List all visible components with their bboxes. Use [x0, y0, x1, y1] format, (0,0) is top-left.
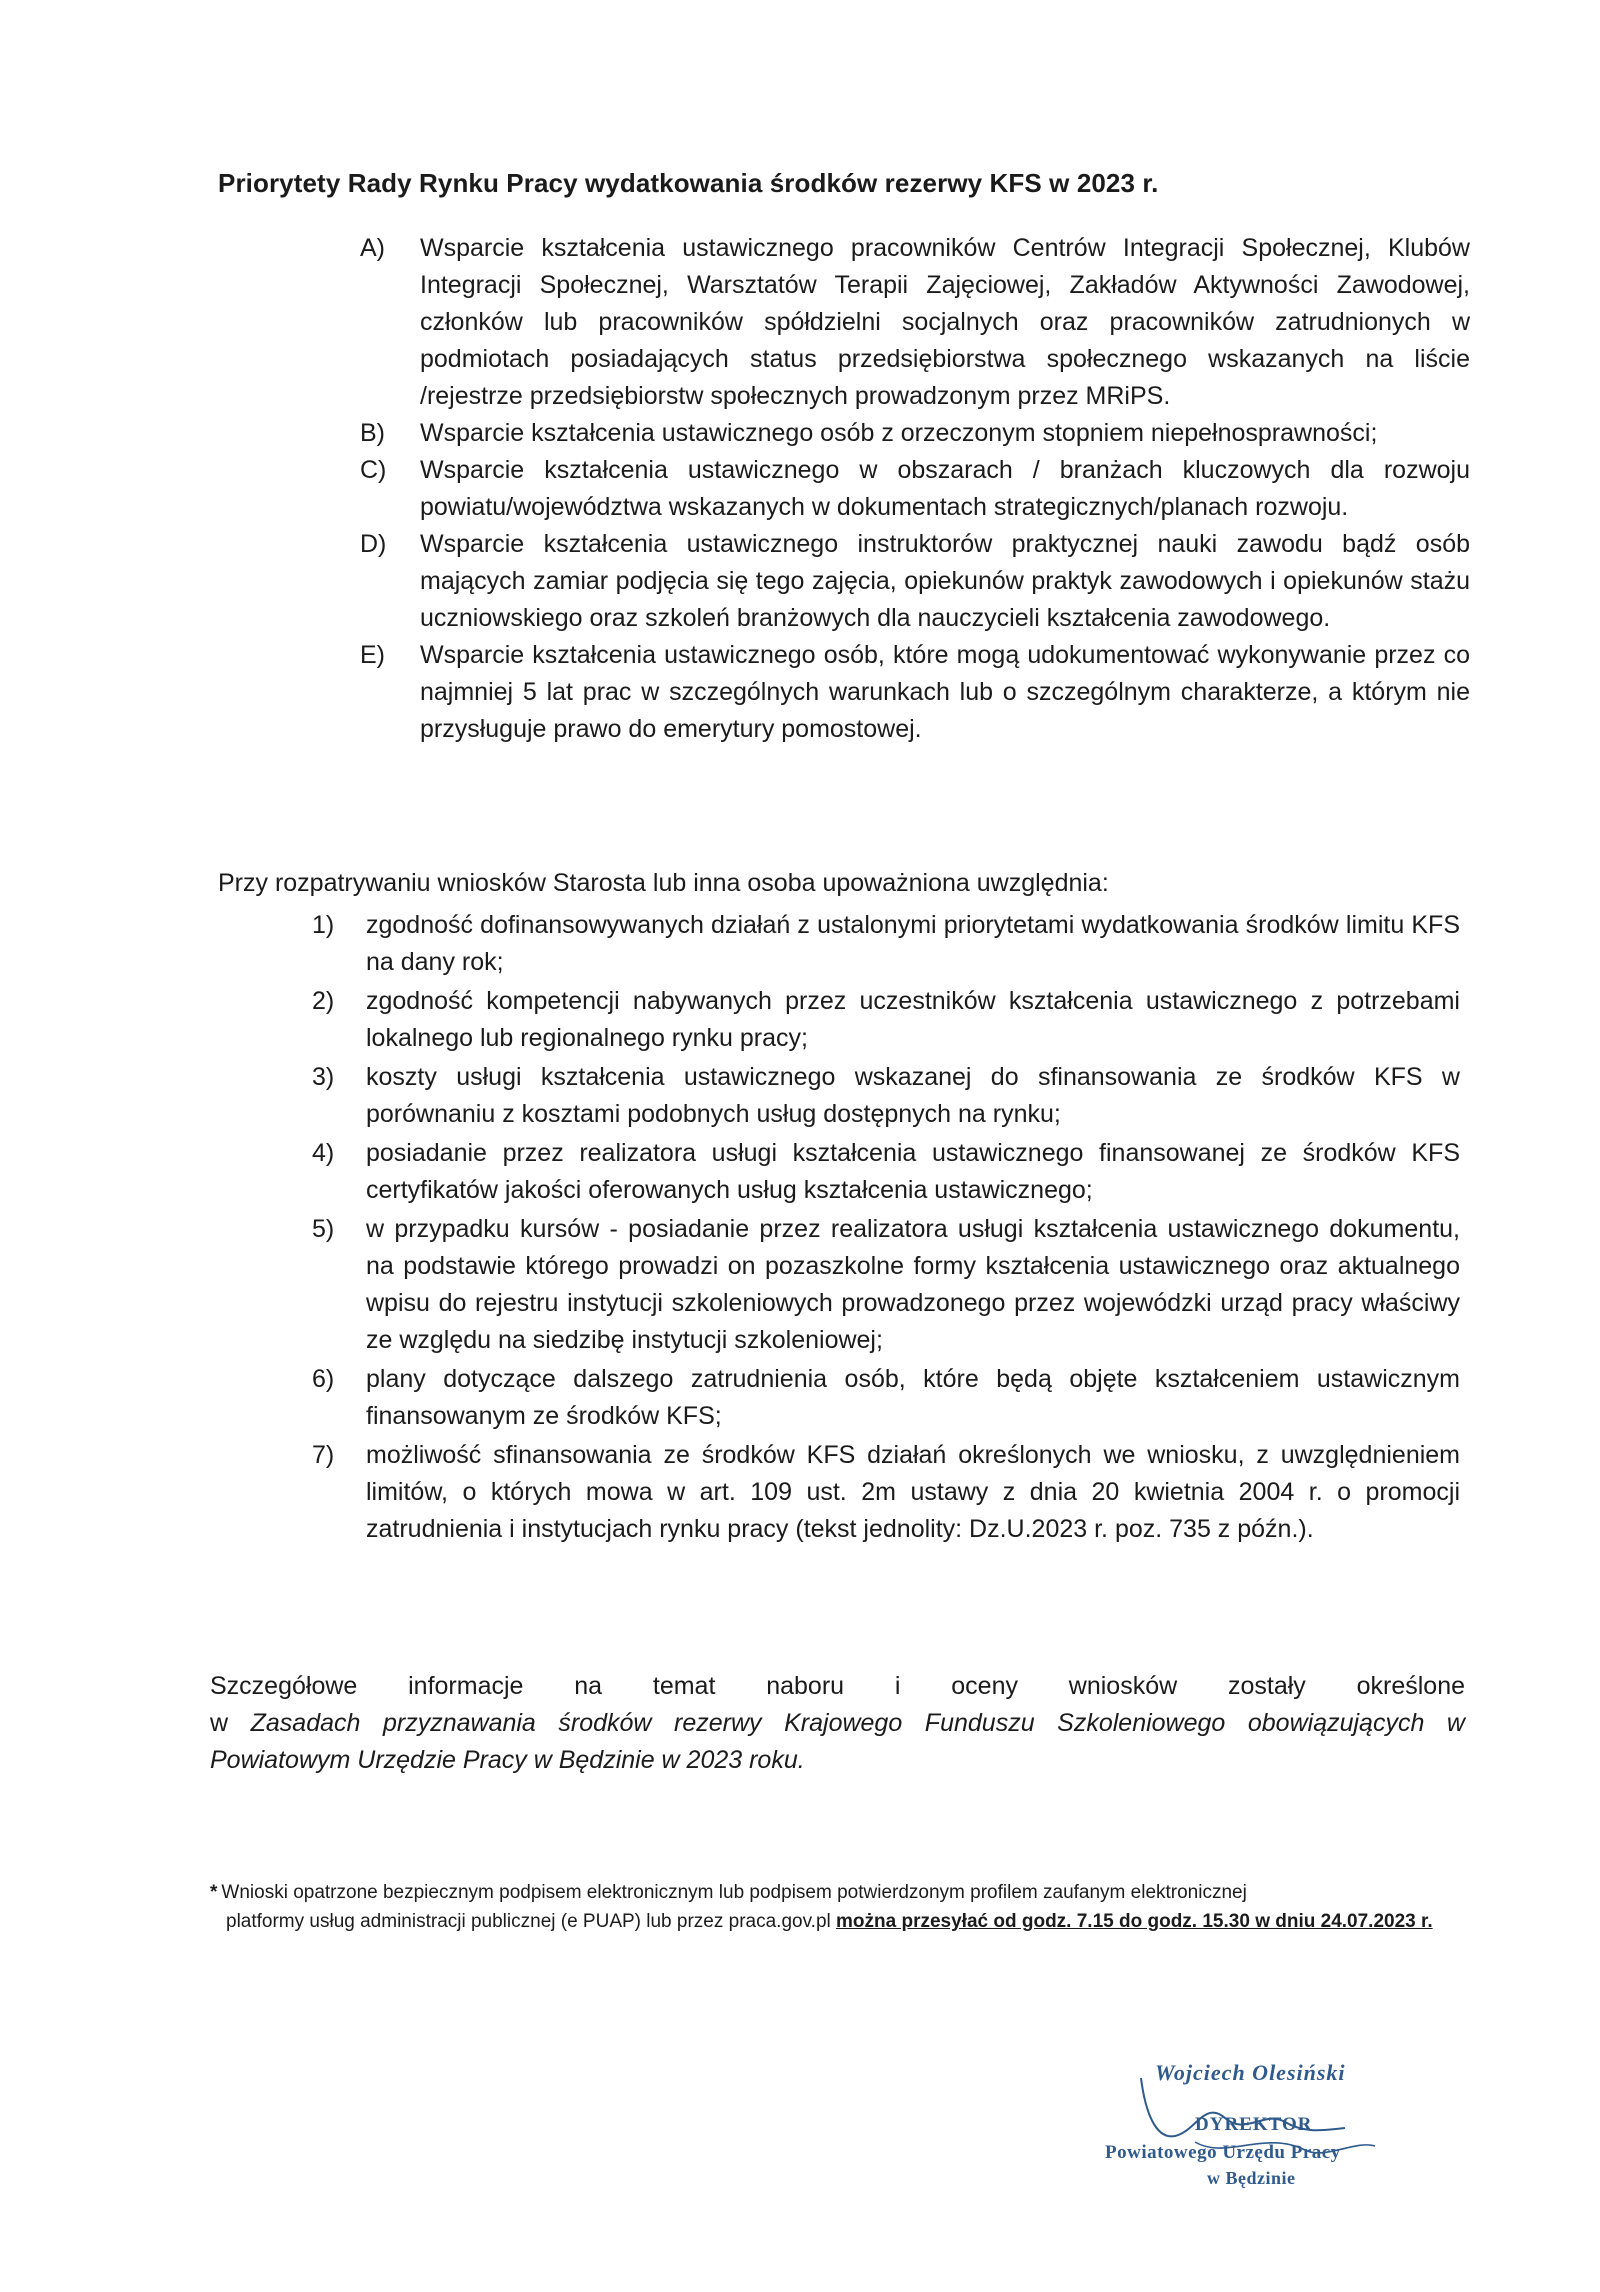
criteria-text: możliwość sfinansowania ze środków KFS działań określonych we wniosku, z uwzględnieniem limitów, o których mowa w art. 109 ust. 2m ustawy z dnia 20 kwietnia 2004 r. o promocji zatrudnienia i instytucjach rynku pracy (tekst jednolity: Dz.U.2023 r. poz. 735 z późn.).	[366, 1441, 1460, 1543]
priority-text: Wsparcie kształcenia ustawicznego pracowników Centrów Integracji Społecznej, Klubów Integracji Społecznej, Warsztatów Terapii Zajęciowej, Zakładów Aktywności Zawodowej, członków lub pracowników spółdzielni socjalnych oraz pracowników zatrudnionych w podmiotach posiadających status przedsiębiorstwa społecznego wskazanych na liście /rejestrze przedsiębiorstw społecznych prowadzonym przez MRiPS.	[420, 234, 1470, 410]
priority-item-d	[360, 526, 1470, 637]
criteria-item-2	[312, 983, 1460, 1057]
priorities-list	[360, 230, 1470, 748]
priority-marker: E)	[360, 641, 385, 669]
details-lead: Szczegółowe informacje na temat naboru i oceny wniosków zostały określone	[210, 1672, 1465, 1700]
footnote-line2-text: platformy usług administracji publicznej (e PUAP) lub przez praca.gov.pl	[226, 1911, 831, 1932]
criteria-item-5	[312, 1211, 1460, 1359]
footnote-star: *	[210, 1882, 218, 1903]
criteria-text: koszty usługi kształcenia ustawicznego wskazanej do sfinansowania ze środków KFS w porównaniu z kosztami podobnych usług dostępnych na rynku;	[366, 1063, 1460, 1128]
criteria-text: plany dotyczące dalszego zatrudnienia osób, które będą objęte kształceniem ustawicznym finansowanym ze środków KFS;	[366, 1365, 1460, 1430]
criteria-list	[312, 907, 1460, 1548]
details-prefix: w	[210, 1709, 229, 1737]
footnote	[210, 1878, 1465, 1936]
footnote-line-2	[210, 1907, 1465, 1936]
priority-item-b	[360, 415, 1470, 452]
details-paragraph	[210, 1668, 1465, 1779]
criteria-item-7	[312, 1437, 1460, 1548]
criteria-marker: 6)	[312, 1365, 335, 1393]
priority-text: Wsparcie kształcenia ustawicznego instruktorów praktycznej nauki zawodu bądź osób mających zamiar podjęcia się tego zajęcia, opiekunów praktyk zawodowych i opiekunów stażu uczniowskiego oraz szkoleń branżowych dla nauczycieli kształcenia zawodowego.	[420, 530, 1470, 632]
footnote-submission-time: można przesyłać od godz. 7.15 do godz. 15.30 w dniu 24.07.2023 r.	[836, 1911, 1433, 1932]
priority-item-c	[360, 452, 1470, 526]
priority-marker: D)	[360, 530, 387, 558]
footnote-line1-text: Wnioski opatrzone bezpiecznym podpisem elektronicznym lub podpisem potwierdzonym profilem zaufanym elektronicznej	[221, 1882, 1247, 1903]
priorities-list-container	[360, 230, 1470, 748]
criteria-list-container	[312, 907, 1460, 1550]
priority-marker: B)	[360, 419, 385, 447]
criteria-marker: 1)	[312, 911, 335, 939]
criteria-marker: 7)	[312, 1441, 335, 1469]
director-role: DYREKTOR	[1195, 2114, 1313, 2135]
criteria-item-1	[312, 907, 1460, 981]
footnote-line-1	[210, 1878, 1465, 1907]
priority-text: Wsparcie kształcenia ustawicznego w obszarach / branżach kluczowych dla rozwoju powiatu/województwa wskazanych w dokumentach strategicznych/planach rozwoju.	[420, 456, 1470, 521]
director-office: Powiatowego Urzędu Pracy	[1105, 2142, 1341, 2163]
details-italic: Zasadach przyznawania środków rezerwy Krajowego Funduszu Szkoleniowego obowiązujących w Powiatowym Urzędzie Pracy w Będzinie w 2023 roku.	[210, 1709, 1465, 1774]
criteria-item-4	[312, 1135, 1460, 1209]
document-title: Priorytety Rady Rynku Pracy wydatkowania środków rezerwy KFS w 2023 r.	[218, 168, 1159, 198]
criteria-intro: Przy rozpatrywaniu wniosków Starosta lub inna osoba upoważniona uwzględnia:	[218, 869, 1109, 897]
director-stamp	[1095, 2060, 1425, 2200]
criteria-text: zgodność dofinansowywanych działań z ustalonymi priorytetami wydatkowania środków limitu KFS na dany rok;	[366, 911, 1460, 976]
priority-text: Wsparcie kształcenia ustawicznego osób z orzeczonym stopniem niepełnosprawności;	[420, 419, 1378, 447]
criteria-text: posiadanie przez realizatora usługi kształcenia ustawicznego finansowanej ze środków KFS certyfikatów jakości oferowanych usług kształcenia ustawicznego;	[366, 1139, 1460, 1204]
director-city: w Będzinie	[1207, 2168, 1296, 2188]
criteria-marker: 4)	[312, 1139, 335, 1167]
criteria-marker: 3)	[312, 1063, 335, 1091]
criteria-text: zgodność kompetencji nabywanych przez uczestników kształcenia ustawicznego z potrzebami lokalnego lub regionalnego rynku pracy;	[366, 987, 1460, 1052]
director-name: Wojciech Olesiński	[1155, 2060, 1346, 2085]
criteria-item-3	[312, 1059, 1460, 1133]
criteria-marker: 5)	[312, 1215, 335, 1243]
priority-item-a	[360, 230, 1470, 415]
priority-marker: C)	[360, 456, 387, 484]
criteria-text: w przypadku kursów - posiadanie przez realizatora usługi kształcenia ustawicznego dokumentu, na podstawie którego prowadzi on pozaszkolne formy kształcenia ustawicznego oraz aktualnego wpisu do rejestru instytucji szkoleniowych prowadzonego przez wojewódzki urząd pracy właściwy ze względu na siedzibę instytucji szkoleniowej;	[366, 1215, 1460, 1354]
priority-text: Wsparcie kształcenia ustawicznego osób, które mogą udokumentować wykonywanie przez co najmniej 5 lat prac w szczególnych warunkach lub o szczególnym charakterze, a którym nie przysługuje prawo do emerytury pomostowej.	[420, 641, 1470, 743]
criteria-marker: 2)	[312, 987, 335, 1015]
priority-item-e	[360, 637, 1470, 748]
criteria-item-6	[312, 1361, 1460, 1435]
priority-marker: A)	[360, 234, 385, 262]
